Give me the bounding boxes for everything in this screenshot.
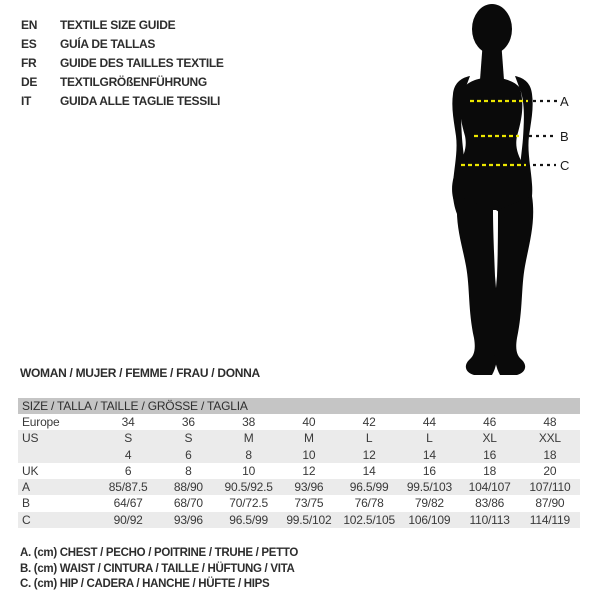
size-value: 16 bbox=[422, 463, 436, 478]
size-table bbox=[18, 398, 580, 528]
table-title: WOMAN / MUJER / FEMME / FRAU / DONNA bbox=[20, 366, 260, 380]
size-table-header: SIZE / TALLA / TAILLE / GRÖSSE / TAGLIA bbox=[18, 398, 580, 414]
row-label bbox=[18, 447, 98, 463]
language-row bbox=[21, 92, 224, 111]
size-value: 12 bbox=[362, 447, 376, 462]
size-value: S bbox=[124, 431, 133, 446]
size-value: 10 bbox=[302, 447, 316, 462]
size-value: 102.5/105 bbox=[343, 512, 395, 527]
silhouette-right-leg bbox=[494, 196, 533, 375]
size-value: 99.5/102 bbox=[286, 512, 332, 527]
size-value: M bbox=[303, 431, 314, 446]
size-value: 48 bbox=[543, 415, 557, 429]
language-code: DE bbox=[21, 75, 38, 89]
size-value: 83/86 bbox=[475, 496, 505, 511]
measure-label-b: B bbox=[560, 129, 569, 144]
size-value: 4 bbox=[124, 447, 132, 462]
measurement-note: A. (cm) CHEST / PECHO / POITRINE / TRUHE / PETTO bbox=[20, 547, 299, 559]
size-value: M bbox=[243, 431, 254, 446]
size-value: 36 bbox=[181, 415, 195, 429]
measurement-note: B. (cm) WAIST / CINTURA / TAILLE / HÜFTUNG / VITA bbox=[20, 562, 295, 575]
size-value: 34 bbox=[121, 415, 135, 429]
measurement-note: C. (cm) HIP / CADERA / HANCHE / HÜFTE / HIPS bbox=[20, 578, 270, 591]
size-value: 42 bbox=[362, 415, 376, 429]
measure-label-c: C bbox=[560, 158, 570, 173]
language-label: GUIDE DES TAILLES TEXTILE bbox=[60, 56, 224, 70]
size-value: 85/87.5 bbox=[108, 480, 148, 495]
size-value: 44 bbox=[422, 415, 436, 429]
size-table-row bbox=[18, 495, 580, 511]
size-value: 76/78 bbox=[354, 496, 384, 511]
row-label: C bbox=[22, 512, 31, 527]
language-label: TEXTILGRÖßENFÜHRUNG bbox=[60, 75, 207, 89]
size-value: 104/107 bbox=[468, 480, 511, 495]
size-value: 38 bbox=[242, 415, 256, 429]
size-table-body bbox=[18, 414, 580, 528]
size-value: 6 bbox=[185, 447, 192, 462]
row-label: UK bbox=[22, 463, 39, 478]
size-value: XXL bbox=[538, 431, 561, 446]
language-row bbox=[21, 35, 224, 54]
language-row bbox=[21, 73, 224, 92]
size-value: 114/119 bbox=[529, 512, 570, 527]
size-value: S bbox=[184, 431, 193, 446]
size-value: 10 bbox=[242, 463, 256, 478]
language-label: GUIDA ALLE TAGLIE TESSILI bbox=[60, 94, 221, 108]
size-value: 14 bbox=[362, 463, 376, 478]
size-table-row bbox=[18, 414, 580, 430]
size-value: L bbox=[426, 431, 433, 446]
size-value: 12 bbox=[302, 463, 316, 478]
woman-silhouette bbox=[398, 0, 588, 380]
size-value: 18 bbox=[543, 447, 557, 462]
size-value: 40 bbox=[302, 415, 316, 429]
size-value: 90/92 bbox=[113, 512, 143, 527]
language-code: EN bbox=[21, 18, 38, 32]
row-label: Europe bbox=[22, 415, 60, 429]
size-value: 16 bbox=[483, 447, 497, 462]
size-value: 46 bbox=[483, 415, 497, 429]
size-value: 18 bbox=[483, 463, 497, 478]
size-value: 8 bbox=[245, 447, 252, 462]
size-value: XL bbox=[482, 431, 497, 446]
size-value: 106/109 bbox=[408, 512, 451, 527]
language-code: FR bbox=[21, 56, 37, 70]
size-value: 70/72.5 bbox=[229, 496, 268, 511]
silhouette-left-leg bbox=[457, 196, 498, 375]
language-label: TEXTILE SIZE GUIDE bbox=[60, 18, 176, 32]
row-label: A bbox=[22, 480, 30, 495]
size-value: 20 bbox=[543, 463, 557, 478]
size-value: 64/67 bbox=[113, 496, 143, 511]
row-label: B bbox=[22, 496, 30, 511]
language-code: ES bbox=[21, 37, 37, 51]
language-label: GUÍA DE TALLAS bbox=[60, 37, 156, 51]
size-value: 68/70 bbox=[173, 496, 203, 511]
language-list bbox=[21, 16, 224, 111]
size-table-row bbox=[18, 512, 580, 528]
size-value: 79/82 bbox=[414, 496, 444, 511]
size-value: 93/96 bbox=[173, 512, 203, 527]
size-value: 90.5/92.5 bbox=[224, 480, 273, 495]
size-value: 110/113 bbox=[469, 512, 510, 527]
size-value: 88/90 bbox=[173, 480, 203, 495]
row-label: US bbox=[22, 431, 39, 446]
language-code: IT bbox=[21, 94, 32, 108]
size-table-row bbox=[18, 479, 580, 495]
language-row bbox=[21, 54, 224, 73]
silhouette-neck bbox=[480, 40, 504, 80]
measure-notes bbox=[20, 546, 298, 593]
size-table-row bbox=[18, 447, 580, 463]
size-value: L bbox=[365, 431, 373, 446]
size-table-row bbox=[18, 430, 580, 446]
size-value: 107/110 bbox=[529, 480, 571, 495]
language-row bbox=[21, 16, 224, 35]
size-table-row bbox=[18, 463, 580, 479]
size-value: 99.5/103 bbox=[406, 480, 452, 495]
size-value: 14 bbox=[422, 447, 436, 462]
size-value: 93/96 bbox=[294, 480, 324, 495]
size-value: 87/90 bbox=[535, 496, 565, 511]
measure-label-a: A bbox=[560, 94, 569, 109]
size-value: 6 bbox=[124, 463, 132, 478]
size-value: 96.5/99 bbox=[229, 512, 268, 527]
size-value: 8 bbox=[185, 463, 192, 478]
size-value: 96.5/99 bbox=[349, 480, 389, 495]
size-value: 73/75 bbox=[294, 496, 324, 511]
